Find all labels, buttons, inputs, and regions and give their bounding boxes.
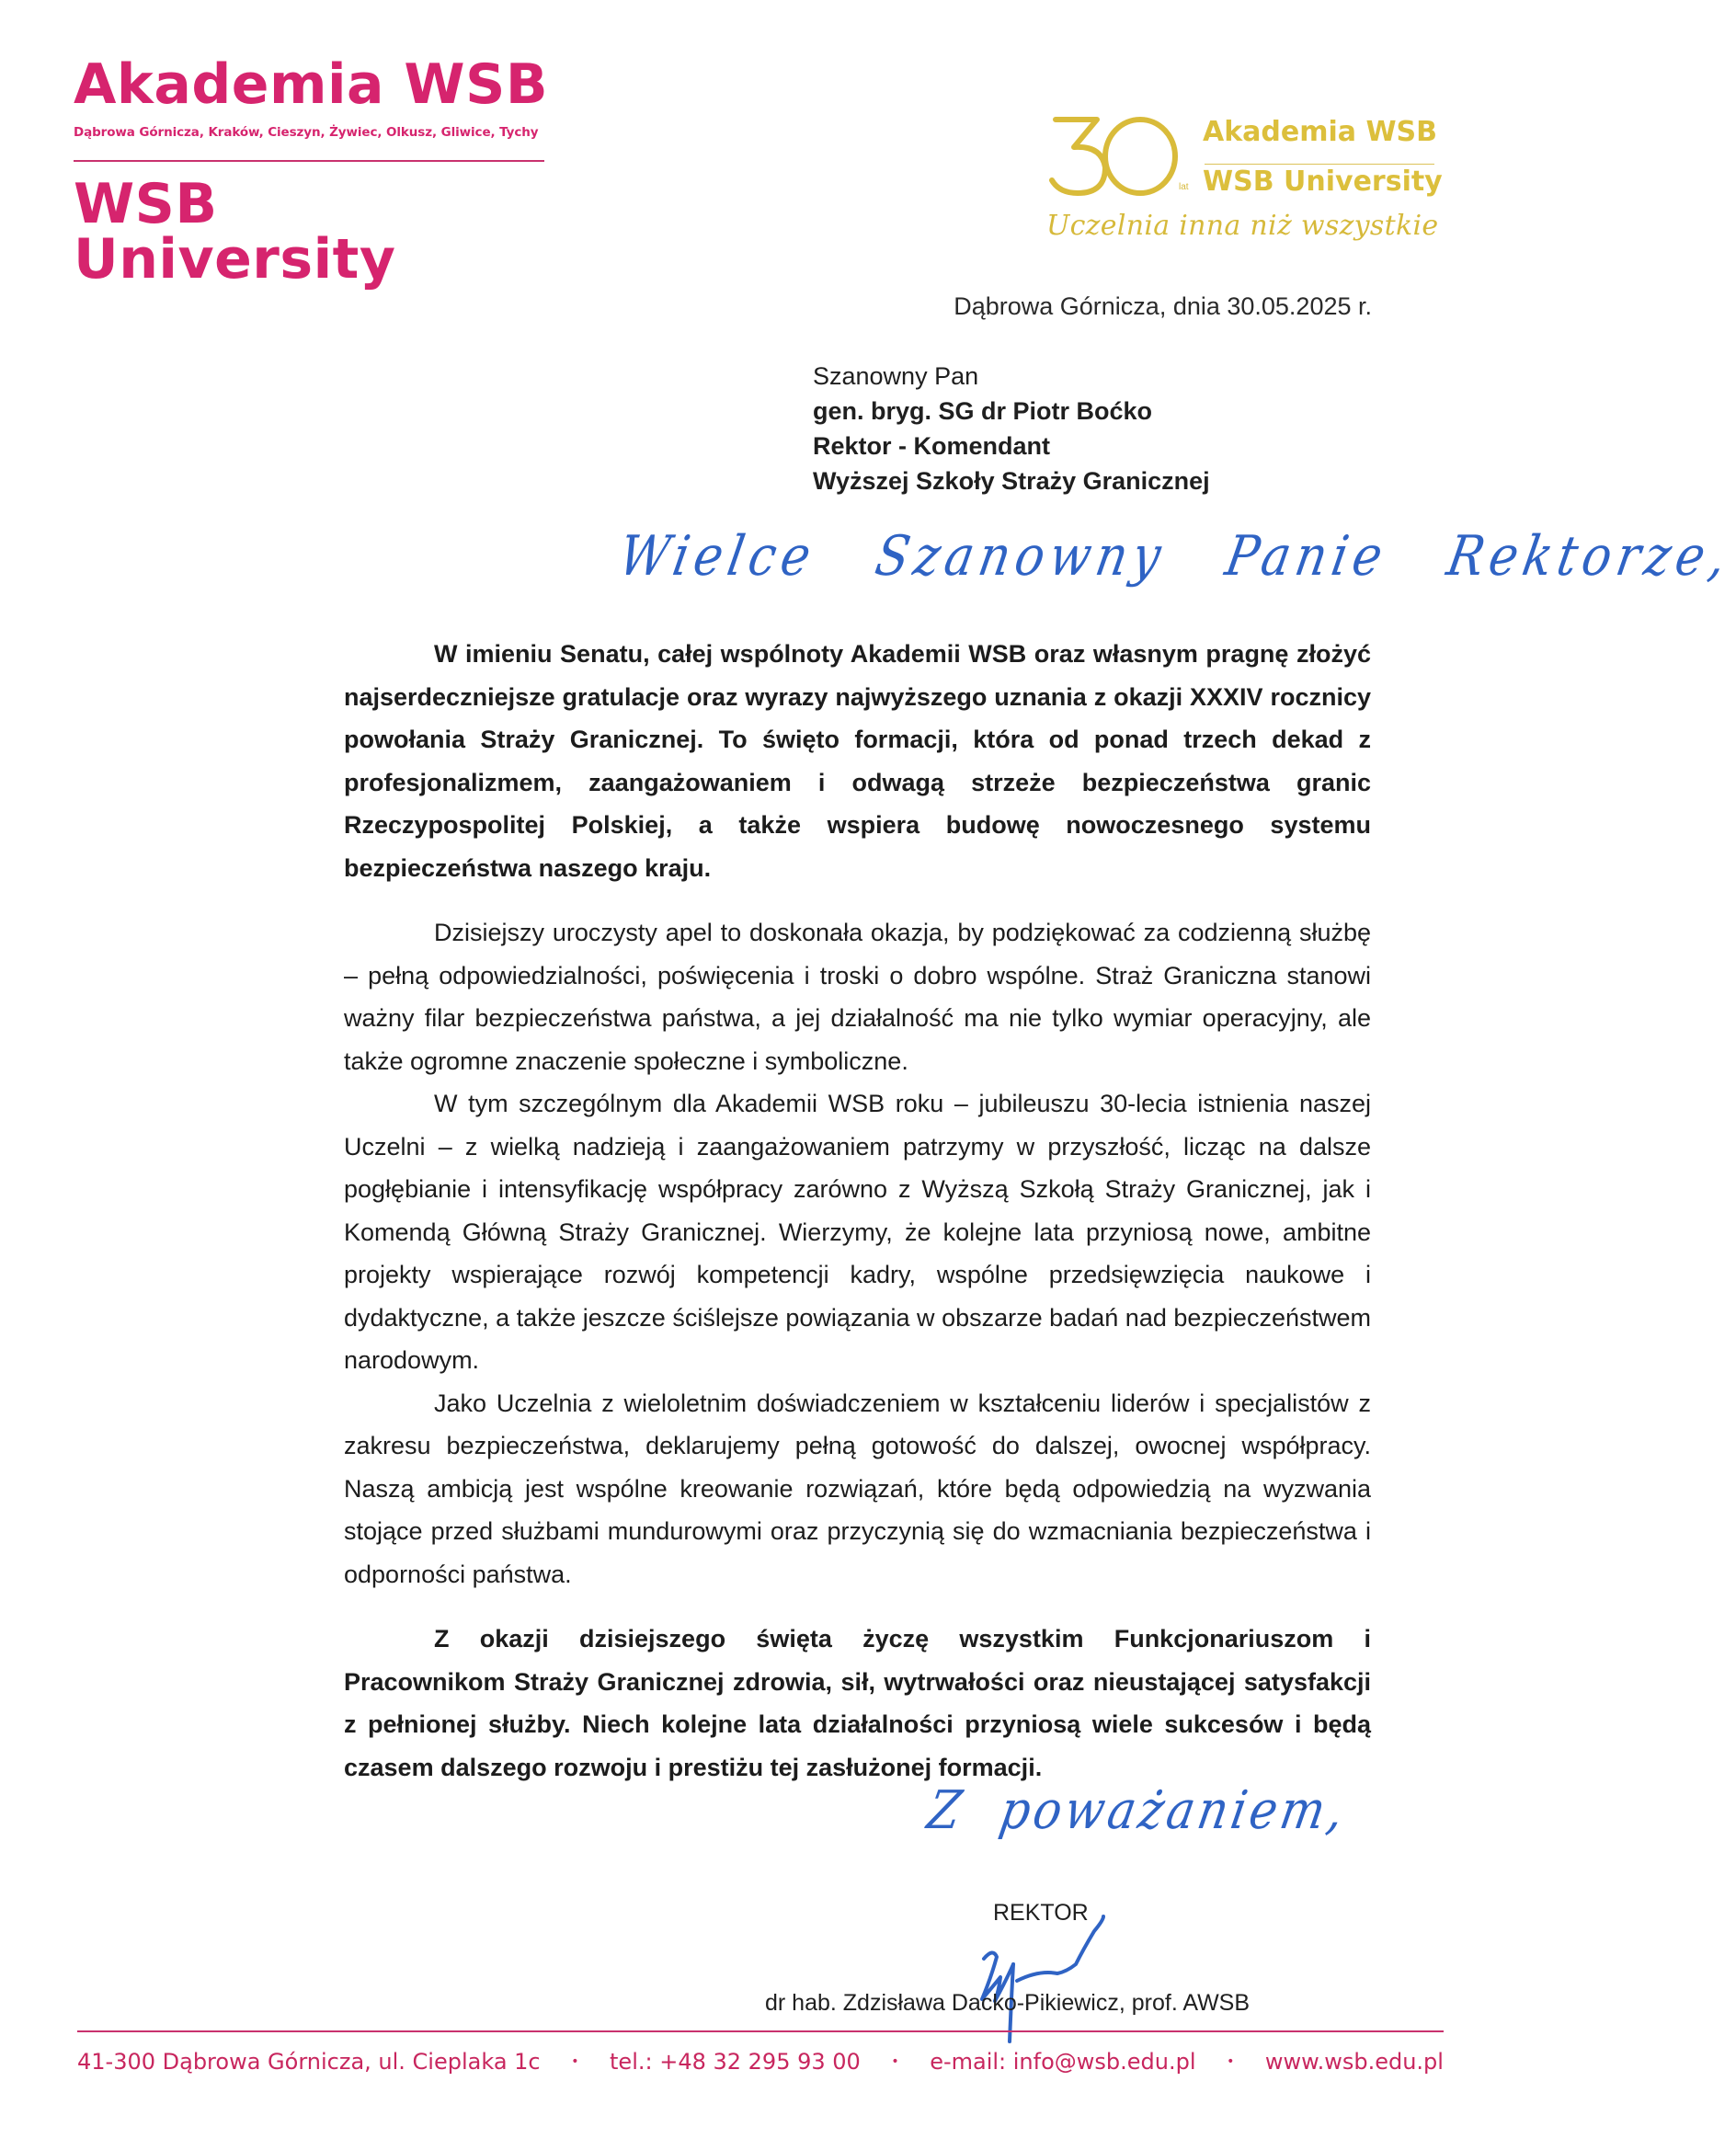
footer-separator: • bbox=[571, 2054, 579, 2069]
paragraph-wishes: Z okazji dzisiejszego święta życzę wszystkim Funkcjonariuszom i Pracownikom Straży Granicznej zdrowia, sił, wytrwałości oraz nieustającej satysfakcji z pełnionej służby. Niech kolejne lata działalności przyniosą wiele sukcesów i będą czasem dalszego rozwoju i prestiżu tej zasłużonej formacji. bbox=[344, 1625, 1371, 1781]
footer-website[interactable]: www.wsb.edu.pl bbox=[1264, 2049, 1444, 2075]
footer-separator: • bbox=[891, 2054, 899, 2069]
addressee-institution: Wyższej Szkoły Straży Granicznej bbox=[813, 467, 1210, 495]
footer-phone: tel.: +48 32 295 93 00 bbox=[610, 2049, 861, 2075]
date-line: Dąbrowa Górnicza, dnia 30.05.2025 r. bbox=[954, 292, 1372, 320]
campus-cities: Dąbrowa Górnicza, Kraków, Cieszyn, Żywiec, Olkusz, Gliwice, Tychy bbox=[74, 125, 539, 140]
brand-name-polish: Akademia WSB bbox=[74, 52, 549, 117]
signatory-title: REKTOR bbox=[993, 1900, 1089, 1926]
anniversary-divider bbox=[1205, 164, 1434, 165]
paragraph-cooperation: W tym szczególnym dla Akademii WSB roku – jubileuszu 30-lecia istnienia naszej Uczelni – z wielką nadzieją i zaangażowaniem patrzymy w przyszłość, licząc na dalsze pogłębianie i intensyfikację współpracy zarówno z Wyższą Szkołą Straży Granicznej, jak i Komendą Główną Straży Granicznej. Wierzymy, że kolejne lata przyniosą nowe, ambitne projekty wspierające rozwój kompetencji kadry, wspólne przedsięwzięcia naukowe i dydaktyczne, a także jeszcze ściślejsze powiązania w obszarze badań nad bezpieczeństwem narodowym. bbox=[344, 1090, 1371, 1374]
handwritten-salutation: Wielce Szanowny Panie Rektorze, bbox=[614, 525, 1736, 589]
letterhead-divider bbox=[74, 160, 544, 162]
footer-divider bbox=[77, 2030, 1444, 2032]
footer-contact bbox=[77, 2049, 1444, 2075]
footer-separator: • bbox=[1227, 2054, 1235, 2069]
anniversary-logo bbox=[1046, 110, 1451, 248]
paragraph-declaration: Jako Uczelnia z wieloletnim doświadczeniem w kształceniu liderów i specjalistów z zakresu bezpieczeństwa, deklarujemy pełną gotowość do dalszej, owocnej współpracy. Naszą ambicją jest wspólne kreowanie rozwiązań, które będą odpowiedzią na wyzwania stojące przed służbami mundurowymi oraz przyczynią się do wzmacniania bezpieczeństwa i odporności państwa. bbox=[344, 1389, 1371, 1588]
rector-signature bbox=[965, 1913, 1168, 2041]
addressee-position: Rektor - Komendant bbox=[813, 432, 1051, 460]
years-label: lat bbox=[1179, 182, 1189, 192]
footer-email[interactable]: e-mail: info@wsb.edu.pl bbox=[930, 2049, 1196, 2075]
anniversary-slogan: Uczelnia inna niż wszystkie bbox=[1046, 210, 1439, 242]
thirty-years-emblem-icon bbox=[1046, 110, 1184, 202]
paragraph-gratitude: Dzisiejszy uroczysty apel to doskonała okazja, by podziękować za codzienną służbę – pełną odpowiedzialności, poświęcenia i troski o dobro wspólne. Straż Graniczna stanowi ważny filar bezpieczeństwa państwa, a jej działalność ma nie tylko wymiar operacyjny, ale także ogromne znaczenie społeczne i symboliczne. bbox=[344, 919, 1371, 1075]
addressee-name: gen. bryg. SG dr Piotr Boćko bbox=[813, 397, 1153, 425]
footer-address: 41-300 Dąbrowa Górnicza, ul. Cieplaka 1c bbox=[77, 2049, 541, 2075]
paragraph-congratulations: W imieniu Senatu, całej wspólnoty Akademii WSB oraz własnym pragnę złożyć najserdeczniejsze gratulacje oraz wyrazy najwyższego uznania z okazji XXXIV rocznicy powołania Straży Granicznej. To święto formacji, która od ponad trzech dekad z profesjonalizmem, zaangażowaniem i odwagą strzeże bezpieczeństwa granic Rzeczypospolitej Polskiej, a także wspiera budowę nowoczesnego systemu bezpieczeństwa naszego kraju. bbox=[344, 640, 1371, 882]
signatory-name: dr hab. Zdzisława Dacko-Pikiewicz, prof. AWSB bbox=[765, 1990, 1251, 2016]
addressee-salutation: Szanowny Pan bbox=[813, 362, 979, 390]
letter-body bbox=[344, 633, 1371, 1789]
letterhead-logo bbox=[74, 52, 552, 292]
addressee-block bbox=[813, 359, 1210, 498]
brand-name-english: WSB University bbox=[74, 172, 396, 292]
handwritten-closing: Z poważaniem, bbox=[923, 1779, 1353, 1841]
anniversary-brand-english: WSB University bbox=[1203, 166, 1443, 198]
anniversary-brand-polish: Akademia WSB bbox=[1203, 116, 1438, 148]
